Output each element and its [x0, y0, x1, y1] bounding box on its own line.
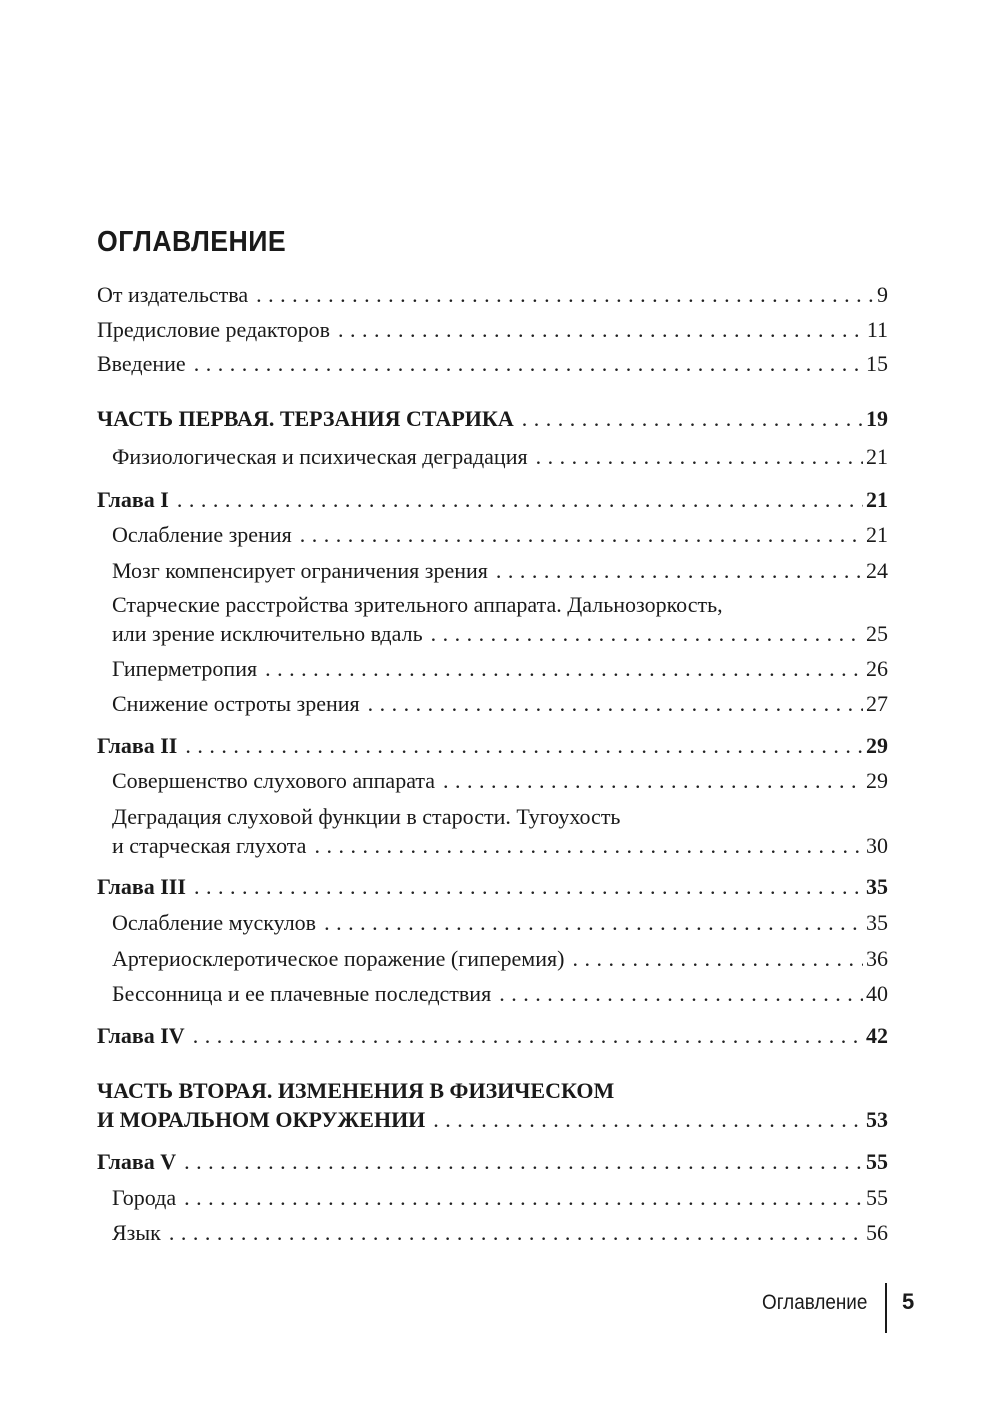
toc-entry-text: Глава IV — [97, 1023, 185, 1048]
dot-leader — [185, 731, 863, 760]
toc-entry-text: Введение — [97, 351, 186, 376]
toc-entry-text: Мозг компенсирует ограничения зрения — [112, 558, 488, 583]
toc-entry-page: 55 — [866, 1149, 888, 1174]
toc-entry-text: Глава V — [97, 1149, 177, 1174]
toc-entry-page: 19 — [866, 406, 888, 431]
dot-leader — [536, 442, 863, 471]
toc-entry-text: и старческая глухота — [112, 833, 307, 858]
toc-entry-page: 29 — [866, 768, 888, 793]
toc-entry-page: 42 — [866, 1023, 888, 1048]
dot-leader — [194, 872, 863, 901]
toc-chapter — [97, 485, 888, 514]
toc-entry-page: 27 — [866, 691, 888, 716]
toc-entry — [112, 908, 888, 937]
dot-leader — [572, 944, 863, 973]
toc-entry-text: Совершенство слухового аппарата — [112, 768, 436, 793]
toc-entry-page: 36 — [866, 946, 888, 971]
toc-entry — [112, 654, 888, 683]
dot-leader — [433, 1105, 863, 1134]
toc-entry-text: Глава I — [97, 487, 169, 512]
toc-entry-text: Города — [112, 1185, 177, 1210]
toc-entry-page: 56 — [866, 1220, 888, 1245]
dot-leader — [194, 349, 863, 378]
toc-entry-text: Гиперметропия — [112, 656, 258, 681]
toc-entry-text: ЧАСТЬ ПЕРВАЯ. ТЕРЗАНИЯ СТАРИКА — [97, 406, 514, 431]
toc-entry — [112, 766, 888, 795]
toc-entry — [112, 1183, 888, 1212]
running-footer-label: Оглавление — [762, 1291, 868, 1314]
dot-leader — [314, 831, 863, 860]
toc-entry-text-line1: ЧАСТЬ ВТОРАЯ. ИЗМЕНЕНИЯ В ФИЗИЧЕСКОМ — [97, 1078, 615, 1103]
dot-leader — [522, 404, 863, 433]
dot-leader — [324, 908, 863, 937]
dot-leader — [265, 654, 863, 683]
dot-leader — [177, 485, 863, 514]
toc-entry-text: Глава II — [97, 733, 178, 758]
dot-leader — [496, 556, 863, 585]
toc-entry — [112, 979, 888, 1008]
toc-entry-text-line1: Деградация слуховой функции в старости. Тугоухость — [112, 804, 621, 829]
toc-entry-page: 26 — [866, 656, 888, 681]
toc-entry — [112, 944, 888, 973]
dot-leader — [193, 1021, 863, 1050]
toc-entry-page: 35 — [866, 910, 888, 935]
toc-chapter — [97, 1147, 888, 1176]
toc-entry-page: 21 — [866, 487, 888, 512]
toc-entry-text: Предисловие редакторов — [97, 317, 331, 342]
toc-entry — [97, 280, 888, 309]
toc-entry — [112, 1218, 888, 1247]
dot-leader — [443, 766, 863, 795]
toc-entry-page: 15 — [866, 351, 888, 376]
toc-part-heading — [97, 404, 888, 433]
toc-chapter — [97, 731, 888, 760]
dot-leader — [256, 280, 874, 309]
toc-entry-page: 30 — [866, 833, 888, 858]
toc-entry-page: 11 — [866, 317, 888, 342]
toc-chapter — [97, 872, 888, 901]
toc-entry-text: Бессонница и ее плачевные последствия — [112, 981, 492, 1006]
toc-entry-text: Снижение остроты зрения — [112, 691, 360, 716]
footer-divider — [885, 1283, 887, 1333]
toc-entry-text: или зрение исключительно вдаль — [112, 621, 423, 646]
toc-entry — [112, 520, 888, 549]
toc-entry-page: 55 — [866, 1185, 888, 1210]
dot-leader — [368, 689, 863, 718]
toc-entry-page: 29 — [866, 733, 888, 758]
toc-entry-text: Глава III — [97, 874, 186, 899]
toc-entry-text: Артериосклеротическое поражение (гиперемия) — [112, 946, 565, 971]
toc-chapter — [97, 1021, 888, 1050]
toc-entry-page: 53 — [866, 1107, 888, 1132]
dot-leader — [499, 979, 863, 1008]
toc-entry-text: И МОРАЛЬНОМ ОКРУЖЕНИИ — [97, 1107, 426, 1132]
dot-leader — [431, 619, 863, 648]
page-number: 5 — [902, 1289, 915, 1314]
toc-entry-page: 24 — [866, 558, 888, 583]
toc-entry-page: 35 — [866, 874, 888, 899]
toc-entry-page: 21 — [866, 522, 888, 547]
toc-entry-text: От издательства — [97, 282, 249, 307]
dot-leader — [338, 315, 864, 344]
toc-entry — [97, 315, 888, 344]
toc-entry-text: Ослабление мускулов — [112, 910, 317, 935]
dot-leader — [169, 1218, 863, 1247]
toc-entry-text-line1: Старческие расстройства зрительного аппарата. Дальнозоркость, — [112, 592, 723, 617]
page-title: ОГЛАВЛЕНИЕ — [97, 226, 287, 258]
toc-entry-text: Физиологическая и психическая деградация — [112, 444, 528, 469]
dot-leader — [300, 520, 863, 549]
toc-entry — [112, 556, 888, 585]
toc-entry — [112, 689, 888, 718]
dot-leader — [184, 1183, 863, 1212]
dot-leader — [184, 1147, 863, 1176]
toc-entry-page: 9 — [877, 282, 888, 307]
toc-part-heading — [97, 1076, 888, 1134]
toc-entry-text: Язык — [112, 1220, 161, 1245]
toc-entry-text: Ослабление зрения — [112, 522, 292, 547]
toc-entry — [112, 442, 888, 471]
toc-entry-page: 40 — [866, 981, 888, 1006]
toc-entry — [112, 802, 888, 860]
toc-entry — [112, 590, 888, 648]
toc-entry-page: 21 — [866, 444, 888, 469]
toc-entry-page: 25 — [866, 621, 888, 646]
toc-entry — [97, 349, 888, 378]
